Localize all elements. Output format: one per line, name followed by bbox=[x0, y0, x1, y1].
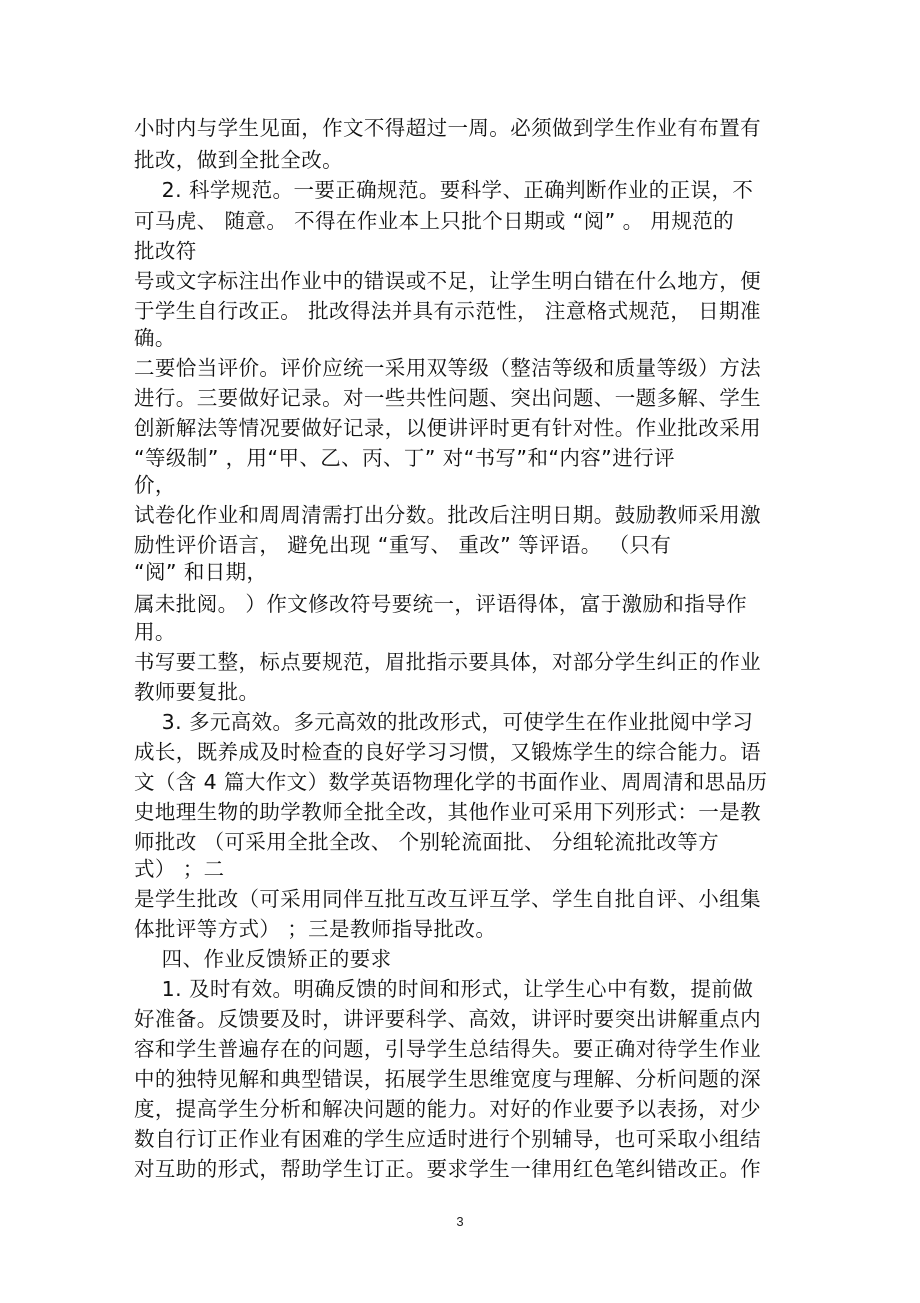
text-line: 属未批阅。 ）作文修改符号要统一，评语得体，富于激励和指导作 bbox=[134, 592, 748, 616]
text-line: 创新解法等情况要做好记录，以便讲评时更有针对性。作业批改采用 bbox=[134, 416, 761, 440]
text-line: 中的独特见解和典型错误，拓展学生思维宽度与理解、分析问题的深 bbox=[134, 1067, 761, 1091]
text-line: 师批改 （可采用全批全改、 个别轮流面批、 分组轮流批改等方 bbox=[134, 830, 720, 854]
text-line: 教师要复批。 bbox=[134, 680, 260, 704]
text-line: 是学生批改（可采用同伴互批互改互评互学、学生自批自评、小组集 bbox=[134, 887, 761, 911]
text-line: 式） ；二 bbox=[134, 857, 225, 881]
text-line: 于学生自行改正。 批改得法并具有示范性， 注意格式规范， 日期准 bbox=[134, 299, 761, 323]
text-line: 成长，既养成及时检查的良好学习习惯，又锻炼学生的综合能力。语 bbox=[134, 740, 761, 764]
text-line: 体批评等方式） ；三是教师指导批改。 bbox=[134, 917, 497, 941]
text-line: 号或文字标注出作业中的错误或不足，让学生明白错在什么地方，便 bbox=[134, 269, 761, 293]
page-number: 3 bbox=[456, 1214, 464, 1229]
text-line: 文（含 4 篇大作文）数学英语物理化学的书面作业、周周清和思品历 bbox=[134, 770, 768, 794]
text-line: 数自行订正作业有困难的学生应适时进行个别辅导，也可采取小组结 bbox=[134, 1127, 761, 1151]
text-line: 好准备。反馈要及时，讲评要科学、高效，讲评时要突出讲解重点内 bbox=[134, 1007, 761, 1031]
text-line: 批改符 bbox=[134, 239, 197, 263]
text-line: 3. 多元高效。多元高效的批改形式，可使学生在作业批阅中学习 bbox=[134, 710, 754, 734]
text-line: 1. 及时有效。明确反馈的时间和形式，让学生心中有数，提前做 bbox=[134, 977, 754, 1001]
text-line: 可马虎、 随意。 不得在作业本上只批个日期或 “阅” 。 用规范的 bbox=[134, 209, 735, 233]
text-line: 书写要工整，标点要规范，眉批指示要具体，对部分学生纠正的作业 bbox=[134, 650, 761, 674]
text-line: 励性评价语言， 避免出现 “重写、 重改” 等评语。 （只有 bbox=[134, 533, 672, 557]
text-line: 试卷化作业和周周清需打出分数。批改后注明日期。鼓励教师采用激 bbox=[134, 503, 761, 527]
text-line: 确。 bbox=[134, 326, 176, 350]
text-line: 史地理生物的助学教师全批全改，其他作业可采用下列形式：一是教 bbox=[134, 800, 761, 824]
text-line: 用。 bbox=[134, 620, 176, 644]
text-line: 2. 科学规范。一要正确规范。要科学、正确判断作业的正误，不 bbox=[134, 178, 754, 202]
text-line: “阅” 和日期， bbox=[134, 560, 268, 584]
text-line: 四、作业反馈矫正的要求 bbox=[134, 947, 392, 971]
text-line: “等级制” ，用“甲、乙、丙、丁” 对“书写”和“内容”进行评 bbox=[134, 446, 675, 470]
text-line: 对互助的形式，帮助学生订正。要求学生一律用红色笔纠错改正。作 bbox=[134, 1157, 761, 1181]
text-line: 价， bbox=[134, 473, 176, 497]
text-line: 进行。三要做好记录。对一些共性问题、突出问题、一题多解、学生 bbox=[134, 386, 761, 410]
text-line: 度，提高学生分析和解决问题的能力。对好的作业要予以表扬，对少 bbox=[134, 1097, 761, 1121]
text-line: 批改，做到全批全改。 bbox=[134, 148, 343, 172]
text-line: 容和学生普遍存在的问题，引导学生总结得失。要正确对待学生作业 bbox=[134, 1037, 761, 1061]
text-line: 小时内与学生见面，作文不得超过一周。必须做到学生作业有布置有 bbox=[134, 116, 761, 140]
text-line: 二要恰当评价。评价应统一采用双等级（整洁等级和质量等级）方法 bbox=[134, 356, 761, 380]
